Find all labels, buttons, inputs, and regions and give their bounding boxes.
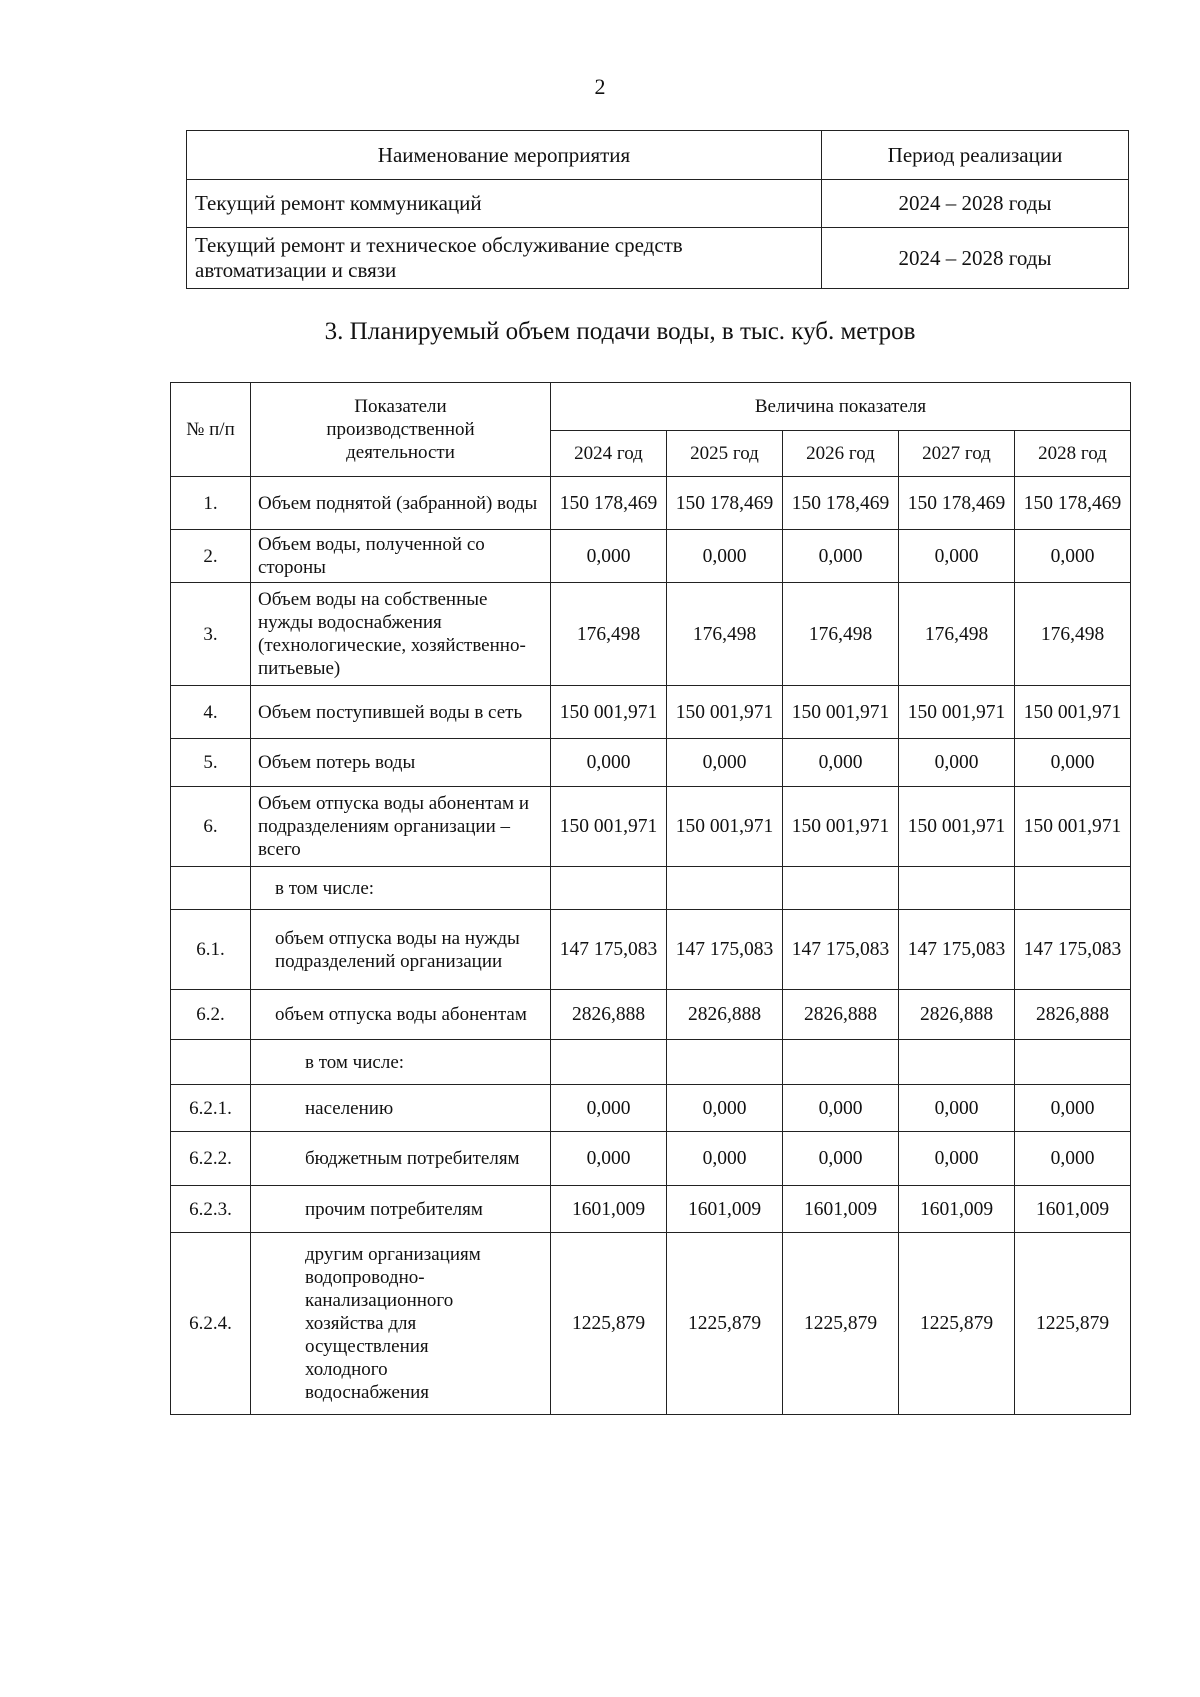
row-value: 176,498 xyxy=(667,583,783,686)
row-label: объем отпуска воды на нужды подразделений организации xyxy=(251,910,551,990)
table-row xyxy=(171,990,1131,1040)
table-row xyxy=(171,1186,1131,1233)
row-value: 2826,888 xyxy=(551,990,667,1040)
row-value: 1225,879 xyxy=(551,1233,667,1415)
row-value: 150 178,469 xyxy=(899,477,1015,530)
table-row xyxy=(171,1040,1131,1085)
row-label: объем отпуска воды абонентам xyxy=(251,990,551,1040)
table-row xyxy=(171,1085,1131,1132)
row-number: 6.2.4. xyxy=(171,1233,251,1415)
row-value xyxy=(783,867,899,910)
row-value: 147 175,083 xyxy=(551,910,667,990)
row-number: 6. xyxy=(171,787,251,867)
row-number xyxy=(171,867,251,910)
row-value: 2826,888 xyxy=(1015,990,1131,1040)
measures-table xyxy=(186,130,1129,289)
row-value: 150 178,469 xyxy=(783,477,899,530)
row-value: 1225,879 xyxy=(899,1233,1015,1415)
row-label: Объем поднятой (забранной) воды xyxy=(251,477,551,530)
row-value: 150 001,971 xyxy=(899,686,1015,739)
row-number xyxy=(171,1040,251,1085)
row-label: прочим потребителям xyxy=(251,1186,551,1233)
row-label: Объем отпуска воды абонентам и подразделениям организации – всего xyxy=(251,787,551,867)
row-number: 6.2.3. xyxy=(171,1186,251,1233)
table-row xyxy=(171,1132,1131,1186)
row-value: 150 001,971 xyxy=(551,787,667,867)
row-value: 150 001,971 xyxy=(1015,686,1131,739)
row-value: 0,000 xyxy=(1015,530,1131,583)
row-value: 0,000 xyxy=(667,1085,783,1132)
row-value: 150 001,971 xyxy=(783,787,899,867)
row-value: 0,000 xyxy=(1015,1132,1131,1186)
row-value: 176,498 xyxy=(899,583,1015,686)
row-value: 147 175,083 xyxy=(1015,910,1131,990)
row-value: 0,000 xyxy=(899,739,1015,787)
row-value: 150 178,469 xyxy=(1015,477,1131,530)
row-value: 150 001,971 xyxy=(899,787,1015,867)
year-header: 2026 год xyxy=(783,431,899,477)
page-number: 2 xyxy=(594,74,606,99)
row-value: 2826,888 xyxy=(667,990,783,1040)
table-row xyxy=(171,530,1131,583)
row-value: 150 001,971 xyxy=(1015,787,1131,867)
row-label: в том числе: xyxy=(251,1040,551,1085)
row-number: 5. xyxy=(171,739,251,787)
row-label: Объем поступившей воды в сеть xyxy=(251,686,551,739)
row-value: 150 178,469 xyxy=(667,477,783,530)
row-value: 0,000 xyxy=(783,530,899,583)
row-value xyxy=(551,1040,667,1085)
row-value: 1601,009 xyxy=(899,1186,1015,1233)
row-value xyxy=(667,867,783,910)
row-value: 0,000 xyxy=(1015,1085,1131,1132)
table-row xyxy=(171,1233,1131,1415)
row-number: 6.1. xyxy=(171,910,251,990)
row-label: населению xyxy=(251,1085,551,1132)
row-value: 176,498 xyxy=(1015,583,1131,686)
row-value: 0,000 xyxy=(783,1085,899,1132)
section-title: 3. Планируемый объем подачи воды, в тыс. куб. метров xyxy=(324,318,916,345)
row-value xyxy=(551,867,667,910)
table-row xyxy=(171,867,1131,910)
water-header-num: № п/п xyxy=(171,383,251,477)
row-number: 2. xyxy=(171,530,251,583)
measure-period: 2024 – 2028 годы xyxy=(822,228,1129,289)
row-value: 0,000 xyxy=(899,530,1015,583)
row-label: Объем воды, полученной со стороны xyxy=(251,530,551,583)
measure-period: 2024 – 2028 годы xyxy=(822,180,1129,228)
row-value: 0,000 xyxy=(551,1085,667,1132)
row-value: 0,000 xyxy=(899,1132,1015,1186)
row-value: 0,000 xyxy=(899,1085,1015,1132)
row-value: 1225,879 xyxy=(1015,1233,1131,1415)
water-header-value-group: Величина показателя xyxy=(551,383,1131,431)
measures-header-period: Период реализации xyxy=(822,131,1129,180)
measure-name: Текущий ремонт и техническое обслуживание средств автоматизации и связи xyxy=(187,228,822,289)
water-header-row xyxy=(171,383,1131,431)
row-value xyxy=(1015,867,1131,910)
table-row xyxy=(171,910,1131,990)
year-header: 2025 год xyxy=(667,431,783,477)
water-header-indicator: Показатели производственной деятельности xyxy=(251,383,551,477)
year-header: 2028 год xyxy=(1015,431,1131,477)
row-number: 6.2. xyxy=(171,990,251,1040)
row-value: 0,000 xyxy=(667,739,783,787)
measure-name: Текущий ремонт коммуникаций xyxy=(187,180,822,228)
row-value xyxy=(1015,1040,1131,1085)
row-value: 150 001,971 xyxy=(667,686,783,739)
measures-row xyxy=(187,228,1129,289)
row-value: 0,000 xyxy=(783,739,899,787)
row-value: 1225,879 xyxy=(783,1233,899,1415)
row-value: 0,000 xyxy=(551,739,667,787)
row-number: 3. xyxy=(171,583,251,686)
row-value: 2826,888 xyxy=(783,990,899,1040)
row-label: другим организациям водопроводно-канализационного хозяйства для осуществления холодного водоснабжения xyxy=(251,1233,551,1415)
row-value: 1601,009 xyxy=(667,1186,783,1233)
row-value: 150 001,971 xyxy=(667,787,783,867)
row-label: в том числе: xyxy=(251,867,551,910)
row-value: 0,000 xyxy=(667,530,783,583)
row-value: 147 175,083 xyxy=(783,910,899,990)
row-value: 0,000 xyxy=(551,530,667,583)
row-value xyxy=(899,867,1015,910)
row-value xyxy=(783,1040,899,1085)
measures-header-row xyxy=(187,131,1129,180)
year-header: 2024 год xyxy=(551,431,667,477)
row-value: 150 001,971 xyxy=(783,686,899,739)
row-number: 1. xyxy=(171,477,251,530)
row-value: 176,498 xyxy=(551,583,667,686)
row-label: бюджетным потребителям xyxy=(251,1132,551,1186)
row-value: 0,000 xyxy=(1015,739,1131,787)
measures-row xyxy=(187,180,1129,228)
row-number: 6.2.1. xyxy=(171,1085,251,1132)
row-label: Объем потерь воды xyxy=(251,739,551,787)
row-value: 150 178,469 xyxy=(551,477,667,530)
row-value: 0,000 xyxy=(551,1132,667,1186)
row-value: 150 001,971 xyxy=(551,686,667,739)
row-value: 1225,879 xyxy=(667,1233,783,1415)
row-value: 2826,888 xyxy=(899,990,1015,1040)
row-value: 0,000 xyxy=(667,1132,783,1186)
table-row xyxy=(171,739,1131,787)
row-label: Объем воды на собственные нужды водоснабжения (технологические, хозяйственно-питьевые) xyxy=(251,583,551,686)
row-value: 1601,009 xyxy=(1015,1186,1131,1233)
table-row xyxy=(171,787,1131,867)
row-value: 1601,009 xyxy=(783,1186,899,1233)
table-row xyxy=(171,686,1131,739)
row-value: 176,498 xyxy=(783,583,899,686)
table-row xyxy=(171,583,1131,686)
row-number: 4. xyxy=(171,686,251,739)
row-value: 1601,009 xyxy=(551,1186,667,1233)
row-value xyxy=(899,1040,1015,1085)
row-value: 0,000 xyxy=(783,1132,899,1186)
row-number: 6.2.2. xyxy=(171,1132,251,1186)
row-value xyxy=(667,1040,783,1085)
measures-header-name: Наименование мероприятия xyxy=(187,131,822,180)
row-value: 147 175,083 xyxy=(667,910,783,990)
water-supply-table xyxy=(170,382,1131,1415)
table-row xyxy=(171,477,1131,530)
row-value: 147 175,083 xyxy=(899,910,1015,990)
year-header: 2027 год xyxy=(899,431,1015,477)
